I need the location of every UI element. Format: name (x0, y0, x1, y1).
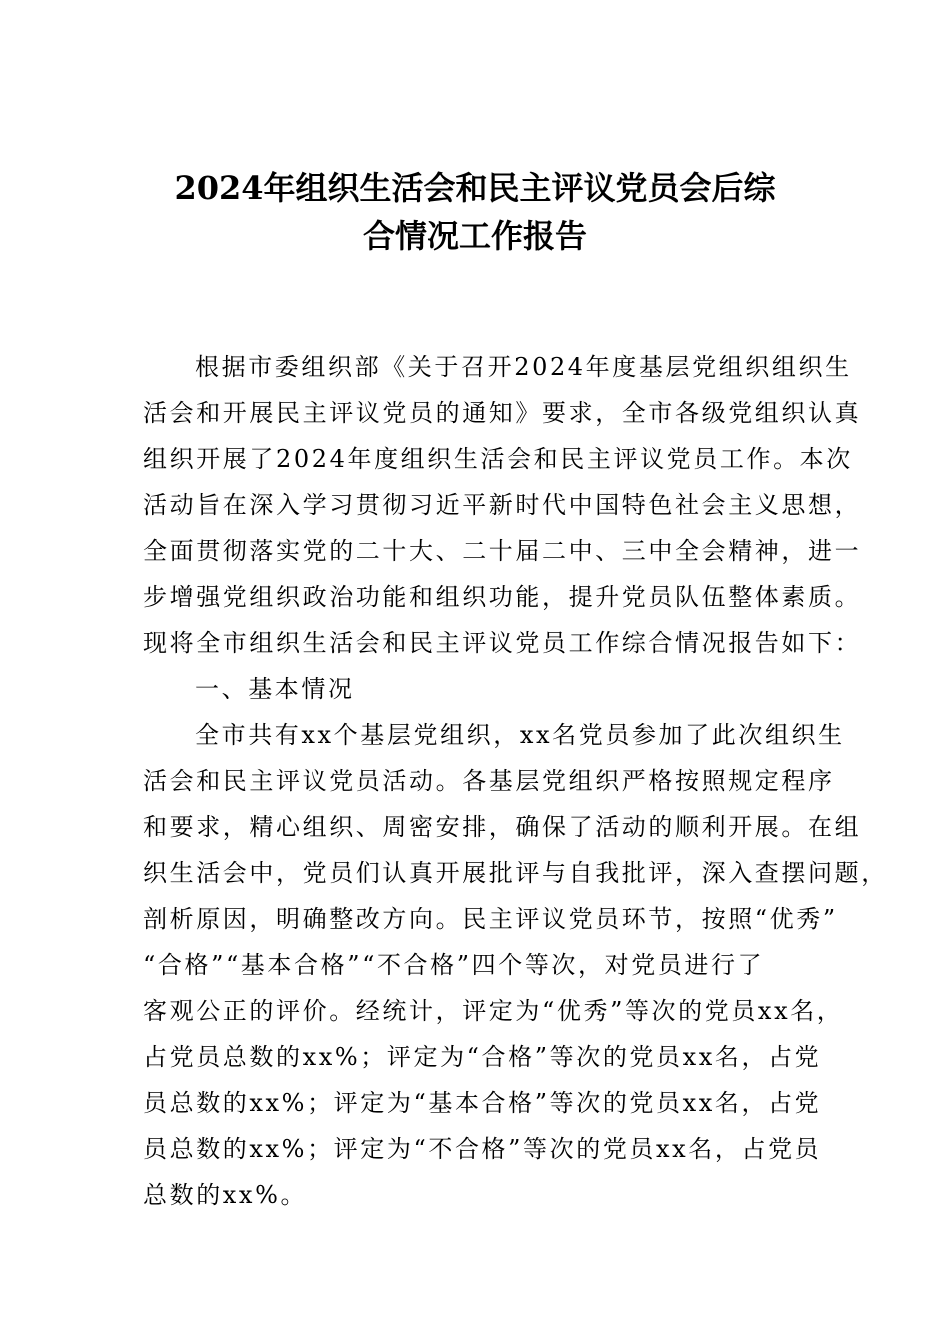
paragraph-line: 和要求，精心组织、周密安排，确保了活动的顺利开展。在组 (143, 813, 862, 841)
paragraph-basic-situation (143, 712, 888, 1218)
paragraph-line: 活会和开展民主评议党员的通知》要求，全市各级党组织认真 (143, 399, 862, 427)
paragraph-line: 全市共有xx个基层党组织，xx名党员参加了此次组织生 (195, 721, 845, 749)
document-body (143, 344, 888, 1218)
paragraph-line: 总数的xx%。 (143, 1181, 308, 1209)
paragraph-line: 活会和民主评议党员活动。各基层党组织严格按照规定程序 (143, 767, 835, 795)
paragraph-line: 全面贯彻落实党的二十大、二十届二中、三中全会精神，进一 (143, 537, 862, 565)
paragraph-line: 活动旨在深入学习贯彻习近平新时代中国特色社会主义思想， (143, 491, 862, 519)
section-heading-basic-situation (143, 666, 823, 712)
paragraph-line: 员总数的xx%；评定为“基本合格”等次的党员xx名，占党 (143, 1089, 822, 1117)
paragraph-line: 剖析原因，明确整改方向。民主评议党员环节，按照“优秀” (143, 905, 838, 933)
title-line-2: 合情况工作报告 (362, 217, 587, 255)
paragraph-line: 织生活会中，党员们认真开展批评与自我批评，深入查摆问题， (143, 859, 888, 887)
paragraph-line: 根据市委组织部《关于召开2024年度基层党组织组织生 (195, 353, 852, 381)
paragraph-intro (143, 344, 862, 666)
section-heading: 一、基本情况 (195, 675, 355, 703)
paragraph-line: 客观公正的评价。经统计，评定为“优秀”等次的党员xx名， (143, 997, 844, 1025)
paragraph-line: 员总数的xx%；评定为“不合格”等次的党员xx名，占党员 (143, 1135, 822, 1163)
document-title (100, 164, 850, 260)
paragraph-line: 占党员总数的xx%；评定为“合格”等次的党员xx名，占党 (143, 1043, 822, 1071)
paragraph-line: 步增强党组织政治功能和组织功能，提升党员队伍整体素质。 (143, 583, 862, 611)
title-line-1: 2024年组织生活会和民主评议党员会后综 (174, 169, 776, 207)
paragraph-line: 现将全市组织生活会和民主评议党员工作综合情况报告如下： (143, 629, 862, 657)
paragraph-line: “合格”“基本合格”“不合格”四个等次，对党员进行了 (143, 951, 765, 979)
paragraph-line: 组织开展了2024年度组织生活会和民主评议党员工作。本次 (143, 445, 853, 473)
